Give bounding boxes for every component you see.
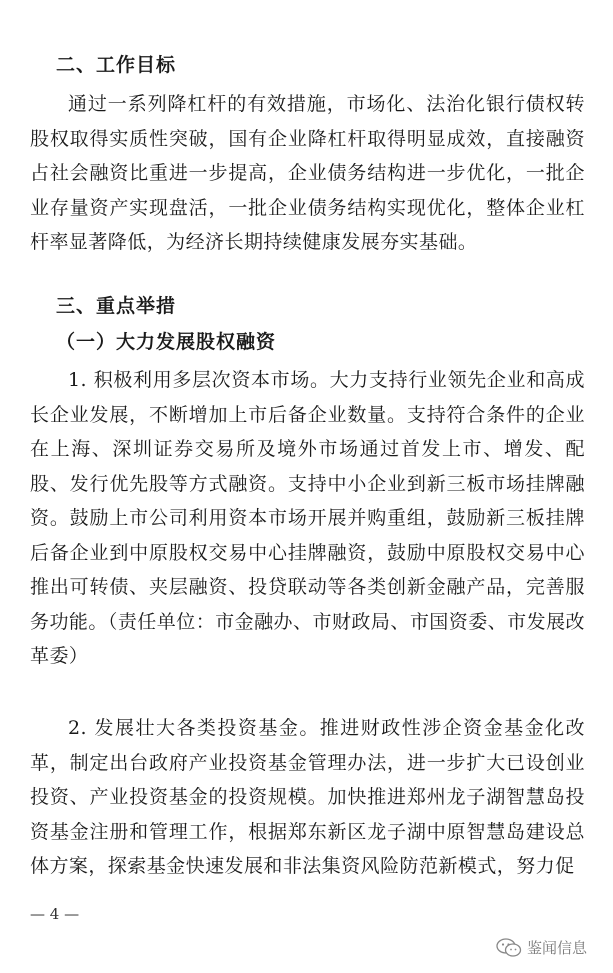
- section-heading-goals: 二、工作目标: [56, 54, 177, 76]
- paragraph-goals: 通过一系列降杠杆的有效措施，市场化、法治化银行债权转股权取得实质性突破，国有企业降杠杆取得明显成效，直接融资占社会融资比重进一步提高，企业债务结构进一步优化，一批企业存量资产实现盘活，一批企业债务结构实现优化，整体企业杠杆率显著降低，为经济长期持续健康发展夯实基础。: [30, 93, 585, 253]
- section-heading-measures: 三、重点举措: [56, 295, 177, 317]
- watermark: [496, 937, 587, 958]
- subsection-heading-equity-financing: （一）大力发展股权融资: [56, 331, 277, 353]
- wechat-icon: [496, 938, 522, 958]
- paragraph-item-1: 1. 积极利用多层次资本市场。大力支持行业领先企业和高成长企业发展，不断增加上市后备企业数量。支持符合条件的企业在上海、深圳证券交易所及境外市场通过首发上市、增发、配股、发行优先股等方式融资。支持中小企业到新三板市场挂牌融资。鼓励上市公司利用资本市场开展并购重组，鼓励新三板挂牌后备企业到中原股权交易中心挂牌融资，鼓励中原股权交易中心推出可转债、夹层融资、投贷联动等各类创新金融产品，完善服务功能。（责任单位：市金融办、市财政局、市国资委、市发展改革委）: [30, 369, 585, 667]
- page-number: — 4 —: [30, 905, 80, 923]
- watermark-text: 鉴闻信息: [527, 939, 588, 957]
- paragraph-item-2: 2. 发展壮大各类投资基金。推进财政性涉企资金基金化改革，制定出台政府产业投资基金管理办法，进一步扩大已设创业投资、产业投资基金的投资规模。加快推进郑州龙子湖智慧岛投资基金注册和管理工作，根据郑东新区龙子湖中原智慧岛建设总体方案，探索基金快速发展和非法集资风险防范新模式，努力促: [30, 717, 585, 877]
